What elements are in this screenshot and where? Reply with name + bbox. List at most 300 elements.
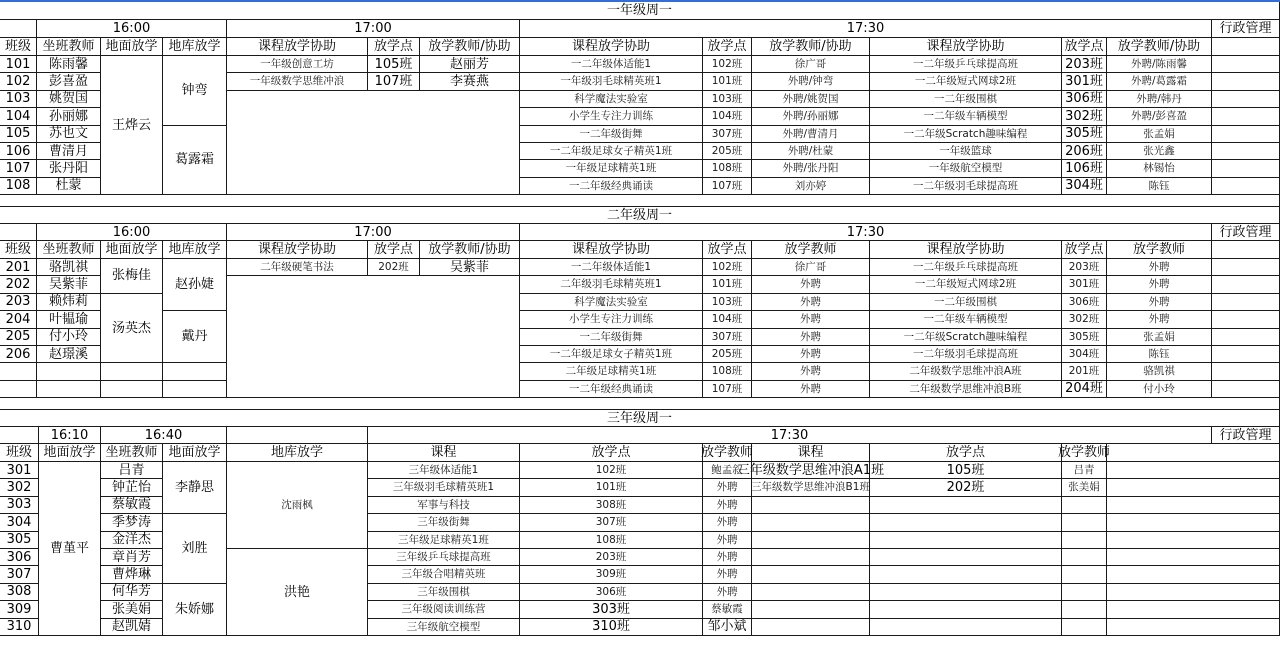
- blank-cell[interactable]: [1107, 566, 1280, 583]
- course-cell[interactable]: 一年级航空模型: [870, 160, 1062, 177]
- location-cell[interactable]: 203班: [1062, 56, 1107, 73]
- teacher-cell[interactable]: 李赛燕: [420, 73, 520, 90]
- blank-cell[interactable]: [1107, 532, 1280, 549]
- course-cell[interactable]: 一二年级短式网球2班: [870, 73, 1062, 90]
- blank-cell[interactable]: [752, 566, 870, 583]
- duty-teacher[interactable]: 赖炜莉: [37, 294, 101, 311]
- class-number[interactable]: 104: [0, 108, 37, 125]
- blank-cell[interactable]: [227, 427, 368, 444]
- column-header[interactable]: 课程放学协助: [870, 241, 1062, 259]
- column-header[interactable]: 课程放学协助: [227, 241, 368, 259]
- location-cell[interactable]: 203班: [520, 549, 703, 566]
- course-cell[interactable]: 二年级数学思维冲浪A班: [870, 363, 1062, 380]
- course-cell[interactable]: 小学生专注力训练: [520, 108, 703, 125]
- blank-cell[interactable]: [870, 619, 1062, 636]
- teacher-cell[interactable]: 外聘: [752, 276, 870, 293]
- duty-teacher[interactable]: 杜蒙: [37, 178, 101, 195]
- ground-dismissal[interactable]: 汤英杰: [101, 294, 163, 364]
- duty-teacher[interactable]: 季梦涛: [101, 514, 163, 531]
- teacher-cell[interactable]: 邹小斌: [703, 619, 752, 636]
- column-header[interactable]: 放学教师/协助: [1107, 38, 1212, 56]
- teacher-cell[interactable]: 外聘/陈雨馨: [1107, 56, 1212, 73]
- blank-cell[interactable]: [1212, 73, 1280, 90]
- blank-cell[interactable]: [1062, 549, 1107, 566]
- location-cell[interactable]: 205班: [703, 346, 752, 363]
- grade3-title[interactable]: 三年级周一: [0, 410, 1280, 427]
- blank-cell[interactable]: [1212, 346, 1280, 363]
- class-number[interactable]: 201: [0, 259, 37, 276]
- course-cell[interactable]: 一二年级羽毛球提高班: [870, 346, 1062, 363]
- teacher-cell[interactable]: 外聘: [1107, 276, 1212, 293]
- blank-cell[interactable]: [1107, 601, 1280, 618]
- blank-cell[interactable]: [870, 601, 1062, 618]
- column-header[interactable]: 放学点: [1062, 38, 1107, 56]
- class-number[interactable]: 101: [0, 56, 37, 73]
- course-cell[interactable]: 一二年级短式网球2班: [870, 276, 1062, 293]
- class-number[interactable]: 301: [0, 462, 39, 479]
- location-cell[interactable]: 302班: [1062, 108, 1107, 125]
- garage-dismissal[interactable]: 赵孙婕: [163, 259, 227, 311]
- duty-teacher[interactable]: 蔡敏霞: [101, 497, 163, 514]
- duty-teacher[interactable]: 钟芷怡: [101, 479, 163, 496]
- class-number[interactable]: 206: [0, 346, 37, 363]
- location-cell[interactable]: 106班: [1062, 160, 1107, 177]
- duty-teacher[interactable]: 姚贺国: [37, 91, 101, 108]
- blank-cell[interactable]: [1107, 584, 1280, 601]
- admin-header[interactable]: 行政管理: [1212, 427, 1280, 444]
- blank-cell[interactable]: [1212, 160, 1280, 177]
- time-header[interactable]: 17:00: [227, 20, 520, 38]
- blank-cell[interactable]: [1212, 56, 1280, 73]
- class-number[interactable]: 204: [0, 311, 37, 328]
- teacher-cell[interactable]: 林锡怡: [1107, 160, 1212, 177]
- course-cell[interactable]: 一二年级经典诵读: [520, 178, 703, 195]
- location-cell[interactable]: 201班: [1062, 363, 1107, 380]
- course-cell[interactable]: 三年级数学思维冲浪B1班: [752, 479, 870, 496]
- course-cell[interactable]: 一二年级围棋: [870, 91, 1062, 108]
- teacher-cell[interactable]: 外聘: [752, 294, 870, 311]
- teacher-cell[interactable]: 吴紫菲: [420, 259, 520, 276]
- column-header[interactable]: 放学教师: [1058, 445, 1111, 460]
- class-number[interactable]: 309: [0, 601, 39, 618]
- course-cell[interactable]: 军事与科技: [368, 497, 520, 514]
- course-cell[interactable]: 一年级足球精英1班: [520, 160, 703, 177]
- class-number[interactable]: 105: [0, 126, 37, 143]
- column-header[interactable]: 地面放学: [39, 444, 101, 462]
- column-header[interactable]: 放学点: [520, 444, 703, 462]
- blank-cell[interactable]: [1062, 566, 1107, 583]
- blank-cell[interactable]: [1107, 462, 1280, 479]
- column-header[interactable]: 班级: [0, 241, 37, 259]
- column-header[interactable]: 放学教师: [752, 241, 870, 259]
- column-header[interactable]: 坐班教师: [101, 444, 163, 462]
- blank-cell[interactable]: [0, 224, 37, 241]
- course-cell[interactable]: 一二年级围棋: [870, 294, 1062, 311]
- ground-dismissal[interactable]: 曹堇平: [39, 462, 101, 636]
- teacher-cell[interactable]: 张孟娟: [1107, 126, 1212, 143]
- blank-cell[interactable]: [1107, 549, 1280, 566]
- course-cell[interactable]: 三年级围棋: [368, 584, 520, 601]
- teacher-cell[interactable]: 刘亦婷: [752, 178, 870, 195]
- blank-cell[interactable]: [1212, 178, 1280, 195]
- course-cell[interactable]: 一年级数学思维冲浪: [227, 73, 368, 90]
- blank-cell[interactable]: [752, 514, 870, 531]
- time-header[interactable]: 17:30: [368, 427, 1212, 444]
- location-cell[interactable]: 304班: [1062, 346, 1107, 363]
- class-number[interactable]: 202: [0, 276, 37, 293]
- course-cell[interactable]: 一二年级经典诵读: [520, 381, 703, 398]
- blank-cell[interactable]: [1212, 108, 1280, 125]
- blank-cell[interactable]: [1062, 514, 1107, 531]
- duty-teacher[interactable]: 陈雨馨: [37, 56, 101, 73]
- course-cell[interactable]: 一二年级车辆模型: [870, 311, 1062, 328]
- location-cell[interactable]: 307班: [520, 514, 703, 531]
- teacher-cell[interactable]: 蔡敏霞: [703, 601, 752, 618]
- blank-cell[interactable]: [163, 381, 227, 398]
- blank-row[interactable]: [0, 195, 1280, 207]
- course-cell[interactable]: 一二年级Scratch趣味编程: [870, 329, 1062, 346]
- blank-cell[interactable]: [870, 584, 1062, 601]
- location-cell[interactable]: 102班: [703, 56, 752, 73]
- location-cell[interactable]: 308班: [520, 497, 703, 514]
- blank-cell[interactable]: [1107, 514, 1280, 531]
- location-cell[interactable]: 306班: [1062, 294, 1107, 311]
- duty-teacher[interactable]: 孙丽娜: [37, 108, 101, 125]
- course-cell[interactable]: 一二年级足球女子精英1班: [520, 346, 703, 363]
- location-cell[interactable]: 101班: [703, 276, 752, 293]
- column-header[interactable]: 放学点: [1062, 241, 1107, 259]
- teacher-cell[interactable]: 外聘: [752, 346, 870, 363]
- teacher-cell[interactable]: 外聘: [703, 532, 752, 549]
- ground-dismissal[interactable]: 刘胜: [163, 514, 227, 584]
- column-header[interactable]: 地库放学: [227, 444, 368, 462]
- column-header[interactable]: 坐班教师: [37, 38, 101, 56]
- column-header[interactable]: 班级: [0, 38, 37, 56]
- location-cell[interactable]: 107班: [703, 178, 752, 195]
- blank-cell[interactable]: [1212, 311, 1280, 328]
- teacher-cell[interactable]: 外聘: [752, 329, 870, 346]
- class-number[interactable]: 308: [0, 584, 39, 601]
- column-header[interactable]: 课程放学协助: [520, 241, 703, 259]
- garage-dismissal[interactable]: 葛露霜: [163, 126, 227, 196]
- blank-cell[interactable]: [1212, 363, 1280, 380]
- column-header[interactable]: 放学教师/协助: [420, 38, 520, 56]
- blank-cell[interactable]: [0, 20, 37, 38]
- location-cell[interactable]: 108班: [703, 363, 752, 380]
- teacher-cell[interactable]: 外聘: [752, 381, 870, 398]
- duty-teacher[interactable]: 张美娟: [101, 601, 163, 618]
- location-cell[interactable]: 104班: [703, 108, 752, 125]
- column-header[interactable]: 放学教师/协助: [752, 38, 870, 56]
- time-header[interactable]: 17:30: [520, 20, 1212, 38]
- blank-cell[interactable]: [1062, 532, 1107, 549]
- course-cell[interactable]: 二年级数学思维冲浪B班: [870, 381, 1062, 398]
- class-number[interactable]: [0, 381, 37, 398]
- course-cell[interactable]: 二年级羽毛球精英班1: [520, 276, 703, 293]
- location-cell[interactable]: 101班: [520, 479, 703, 496]
- blank-cell[interactable]: [1212, 241, 1280, 259]
- duty-teacher[interactable]: 章肖芳: [101, 549, 163, 566]
- location-cell[interactable]: 202班: [368, 259, 420, 276]
- course-cell[interactable]: 一二年级羽毛球提高班: [870, 178, 1062, 195]
- column-header[interactable]: 放学教师/协助: [420, 241, 520, 259]
- teacher-cell[interactable]: 外聘/葛露霜: [1107, 73, 1212, 90]
- duty-teacher[interactable]: 何华芳: [101, 584, 163, 601]
- blank-cell[interactable]: [101, 363, 163, 380]
- blank-cell[interactable]: [1107, 479, 1280, 496]
- blank-cell[interactable]: [1062, 584, 1107, 601]
- teacher-cell[interactable]: 外聘/姚贺国: [752, 91, 870, 108]
- column-header[interactable]: 地库放学: [163, 241, 227, 259]
- location-cell[interactable]: 102班: [703, 259, 752, 276]
- location-cell[interactable]: 302班: [1062, 311, 1107, 328]
- column-header[interactable]: 地面放学: [163, 444, 227, 462]
- blank-cell[interactable]: [1212, 38, 1280, 56]
- time-header[interactable]: 16:10: [39, 427, 101, 444]
- location-cell[interactable]: 307班: [703, 329, 752, 346]
- grade2-title[interactable]: 二年级周一: [0, 207, 1280, 224]
- teacher-cell[interactable]: 外聘: [703, 479, 752, 496]
- class-number[interactable]: 307: [0, 566, 39, 583]
- course-cell[interactable]: 一二年级足球女子精英1班: [520, 143, 703, 160]
- duty-teacher[interactable]: 赵璟溪: [37, 346, 101, 363]
- garage-dismissal[interactable]: 钟弯: [163, 56, 227, 126]
- teacher-cell[interactable]: 外聘/曹清月: [752, 126, 870, 143]
- teacher-cell[interactable]: 外聘: [703, 497, 752, 514]
- location-cell[interactable]: 107班: [368, 73, 420, 90]
- teacher-cell[interactable]: 外聘/孙丽娜: [752, 108, 870, 125]
- blank-row[interactable]: [0, 398, 1280, 410]
- class-number[interactable]: 304: [0, 514, 39, 531]
- duty-teacher[interactable]: 曹清月: [37, 143, 101, 160]
- teacher-cell[interactable]: 外聘: [752, 311, 870, 328]
- blank-cell[interactable]: [1212, 329, 1280, 346]
- column-header[interactable]: 地库放学: [163, 38, 227, 56]
- course-cell[interactable]: 一二年级乒乓球提高班: [870, 259, 1062, 276]
- location-cell[interactable]: 301班: [1062, 73, 1107, 90]
- garage-dismissal[interactable]: 沈雨枫: [227, 462, 368, 549]
- class-number[interactable]: 310: [0, 619, 39, 636]
- column-header[interactable]: 课程放学协助: [227, 38, 368, 56]
- teacher-cell[interactable]: 外聘/韩丹: [1107, 91, 1212, 108]
- class-number[interactable]: 306: [0, 549, 39, 566]
- ground-dismissal[interactable]: 张梅佳: [101, 259, 163, 294]
- course-cell[interactable]: 一年级篮球: [870, 143, 1062, 160]
- column-header[interactable]: 地面放学: [101, 241, 163, 259]
- duty-teacher[interactable]: 骆凯祺: [37, 259, 101, 276]
- class-number[interactable]: 107: [0, 160, 37, 177]
- teacher-cell[interactable]: 鲍孟叙: [703, 462, 752, 479]
- course-cell[interactable]: 一二年级街舞: [520, 126, 703, 143]
- blank-cell[interactable]: [1062, 619, 1107, 636]
- teacher-cell[interactable]: 外聘/钟弯: [752, 73, 870, 90]
- class-number[interactable]: 302: [0, 479, 39, 496]
- teacher-cell[interactable]: 付小玲: [1107, 381, 1212, 398]
- teacher-cell[interactable]: 陈钰: [1107, 346, 1212, 363]
- blank-cell[interactable]: [870, 566, 1062, 583]
- course-cell[interactable]: 二年级硬笔书法: [227, 259, 368, 276]
- course-cell[interactable]: 三年级街舞: [368, 514, 520, 531]
- duty-teacher[interactable]: 张丹阳: [37, 160, 101, 177]
- duty-teacher[interactable]: 赵凯婧: [101, 619, 163, 636]
- location-cell[interactable]: 203班: [1062, 259, 1107, 276]
- location-cell[interactable]: 206班: [1062, 143, 1107, 160]
- time-header[interactable]: 17:00: [227, 224, 520, 241]
- course-cell[interactable]: 科学魔法实验室: [520, 294, 703, 311]
- column-header[interactable]: 课程: [752, 444, 870, 462]
- class-number[interactable]: 203: [0, 294, 37, 311]
- teacher-cell[interactable]: 张美娟: [1062, 479, 1107, 496]
- location-cell[interactable]: 306班: [1062, 91, 1107, 108]
- class-number[interactable]: 305: [0, 532, 39, 549]
- admin-header[interactable]: 行政管理: [1212, 224, 1280, 241]
- blank-cell[interactable]: [1107, 444, 1280, 462]
- blank-cell[interactable]: [752, 601, 870, 618]
- teacher-cell[interactable]: 外聘/杜蒙: [752, 143, 870, 160]
- location-cell[interactable]: 204班: [1062, 381, 1107, 398]
- ground-dismissal[interactable]: 王烨云: [101, 56, 163, 195]
- class-number[interactable]: [0, 363, 37, 380]
- course-cell[interactable]: 小学生专注力训练: [520, 311, 703, 328]
- course-cell[interactable]: 一二年级车辆模型: [870, 108, 1062, 125]
- class-number[interactable]: 103: [0, 91, 37, 108]
- grade1-title[interactable]: 一年级周一: [0, 2, 1280, 20]
- course-cell[interactable]: 三年级体适能1: [368, 462, 520, 479]
- class-number[interactable]: 303: [0, 497, 39, 514]
- course-cell[interactable]: 一二年级体适能1: [520, 259, 703, 276]
- column-header[interactable]: 放学点: [703, 241, 752, 259]
- blank-cell[interactable]: [0, 427, 39, 444]
- blank-cell[interactable]: [870, 532, 1062, 549]
- teacher-cell[interactable]: 徐广哥: [752, 259, 870, 276]
- blank-cell[interactable]: [101, 381, 163, 398]
- blank-cell[interactable]: [163, 363, 227, 380]
- duty-teacher[interactable]: [37, 363, 101, 380]
- course-cell[interactable]: 三年级足球精英1班: [368, 532, 520, 549]
- blank-cell[interactable]: [1212, 126, 1280, 143]
- location-cell[interactable]: 107班: [703, 381, 752, 398]
- location-cell[interactable]: 307班: [703, 126, 752, 143]
- column-header[interactable]: 班级: [0, 444, 39, 462]
- course-cell[interactable]: 三年级航空模型: [368, 619, 520, 636]
- teacher-cell[interactable]: 外聘: [703, 584, 752, 601]
- teacher-cell[interactable]: 外聘: [1107, 259, 1212, 276]
- time-header[interactable]: 16:00: [37, 20, 227, 38]
- blank-cell[interactable]: [1062, 601, 1107, 618]
- blank-cell[interactable]: [870, 549, 1062, 566]
- teacher-cell[interactable]: 外聘: [1107, 311, 1212, 328]
- column-header[interactable]: 课程: [368, 444, 520, 462]
- blank-cell[interactable]: [870, 497, 1062, 514]
- blank-cell[interactable]: [1212, 259, 1280, 276]
- duty-teacher[interactable]: 叶韫瑜: [37, 311, 101, 328]
- duty-teacher[interactable]: 吕青: [101, 462, 163, 479]
- class-number[interactable]: 205: [0, 329, 37, 346]
- blank-cell[interactable]: [1212, 143, 1280, 160]
- blank-cell[interactable]: [1062, 497, 1107, 514]
- location-cell[interactable]: 103班: [703, 294, 752, 311]
- location-cell[interactable]: 301班: [1062, 276, 1107, 293]
- duty-teacher[interactable]: 彭喜盈: [37, 73, 101, 90]
- blank-cell[interactable]: [1212, 294, 1280, 311]
- blank-cell[interactable]: [227, 276, 520, 398]
- course-cell[interactable]: 科学魔法实验室: [520, 91, 703, 108]
- teacher-cell[interactable]: 外聘: [703, 514, 752, 531]
- duty-teacher[interactable]: 吴紫菲: [37, 276, 101, 293]
- time-header[interactable]: 17:30: [520, 224, 1212, 241]
- column-header[interactable]: 放学点: [870, 444, 1062, 462]
- class-number[interactable]: 102: [0, 73, 37, 90]
- course-cell[interactable]: 一年级创意工坊: [227, 56, 368, 73]
- location-cell[interactable]: 304班: [1062, 178, 1107, 195]
- course-cell[interactable]: 三年级数学思维冲浪A1班: [736, 462, 885, 478]
- duty-teacher[interactable]: 付小玲: [37, 329, 101, 346]
- course-cell[interactable]: 三年级阅读训练营: [368, 601, 520, 618]
- blank-cell[interactable]: [752, 619, 870, 636]
- admin-header[interactable]: 行政管理: [1212, 20, 1280, 38]
- location-cell[interactable]: 205班: [703, 143, 752, 160]
- location-cell[interactable]: 306班: [520, 584, 703, 601]
- duty-teacher[interactable]: 苏也文: [37, 126, 101, 143]
- garage-dismissal[interactable]: 洪艳: [227, 549, 368, 636]
- teacher-cell[interactable]: 吕青: [1062, 462, 1107, 479]
- location-cell[interactable]: 105班: [870, 462, 1062, 479]
- column-header[interactable]: 课程放学协助: [870, 38, 1062, 56]
- ground-dismissal[interactable]: 李静思: [163, 462, 227, 514]
- teacher-cell[interactable]: 赵丽芳: [420, 56, 520, 73]
- course-cell[interactable]: 一二年级街舞: [520, 329, 703, 346]
- garage-dismissal[interactable]: 戴丹: [163, 311, 227, 363]
- course-cell[interactable]: 一二年级体适能1: [520, 56, 703, 73]
- duty-teacher[interactable]: [37, 381, 101, 398]
- course-cell[interactable]: 三年级合唱精英班: [368, 566, 520, 583]
- teacher-cell[interactable]: 外聘/彭喜盈: [1107, 108, 1212, 125]
- blank-cell[interactable]: [1107, 497, 1280, 514]
- location-cell[interactable]: 202班: [870, 479, 1062, 496]
- teacher-cell[interactable]: 徐广哥: [752, 56, 870, 73]
- class-number[interactable]: 108: [0, 178, 37, 195]
- blank-cell[interactable]: [752, 497, 870, 514]
- course-cell[interactable]: 三年级乒乓球提高班: [368, 549, 520, 566]
- teacher-cell[interactable]: 陈钰: [1107, 178, 1212, 195]
- column-header[interactable]: 放学点: [368, 38, 420, 56]
- blank-cell[interactable]: [752, 549, 870, 566]
- location-cell[interactable]: 303班: [520, 601, 703, 618]
- column-header[interactable]: 放学教师: [1107, 241, 1212, 259]
- location-cell[interactable]: 108班: [520, 532, 703, 549]
- blank-cell[interactable]: [1107, 619, 1280, 636]
- column-header[interactable]: 放学点: [368, 241, 420, 259]
- column-header[interactable]: 放学点: [703, 38, 752, 56]
- course-cell[interactable]: 一二年级Scratch趣味编程: [870, 126, 1062, 143]
- course-cell[interactable]: 一二年级乒乓球提高班: [870, 56, 1062, 73]
- class-number[interactable]: 106: [0, 143, 37, 160]
- location-cell[interactable]: 305班: [1062, 329, 1107, 346]
- location-cell[interactable]: 309班: [520, 566, 703, 583]
- time-header[interactable]: 16:00: [37, 224, 227, 241]
- teacher-cell[interactable]: 外聘: [1107, 294, 1212, 311]
- location-cell[interactable]: 305班: [1062, 126, 1107, 143]
- location-cell[interactable]: 105班: [368, 56, 420, 73]
- teacher-cell[interactable]: 张光鑫: [1107, 143, 1212, 160]
- teacher-cell[interactable]: 外聘: [703, 549, 752, 566]
- teacher-cell[interactable]: 张孟娟: [1107, 329, 1212, 346]
- location-cell[interactable]: 108班: [703, 160, 752, 177]
- blank-cell[interactable]: [870, 514, 1062, 531]
- location-cell[interactable]: 102班: [520, 462, 703, 479]
- location-cell[interactable]: 104班: [703, 311, 752, 328]
- teacher-cell[interactable]: 骆凯祺: [1107, 363, 1212, 380]
